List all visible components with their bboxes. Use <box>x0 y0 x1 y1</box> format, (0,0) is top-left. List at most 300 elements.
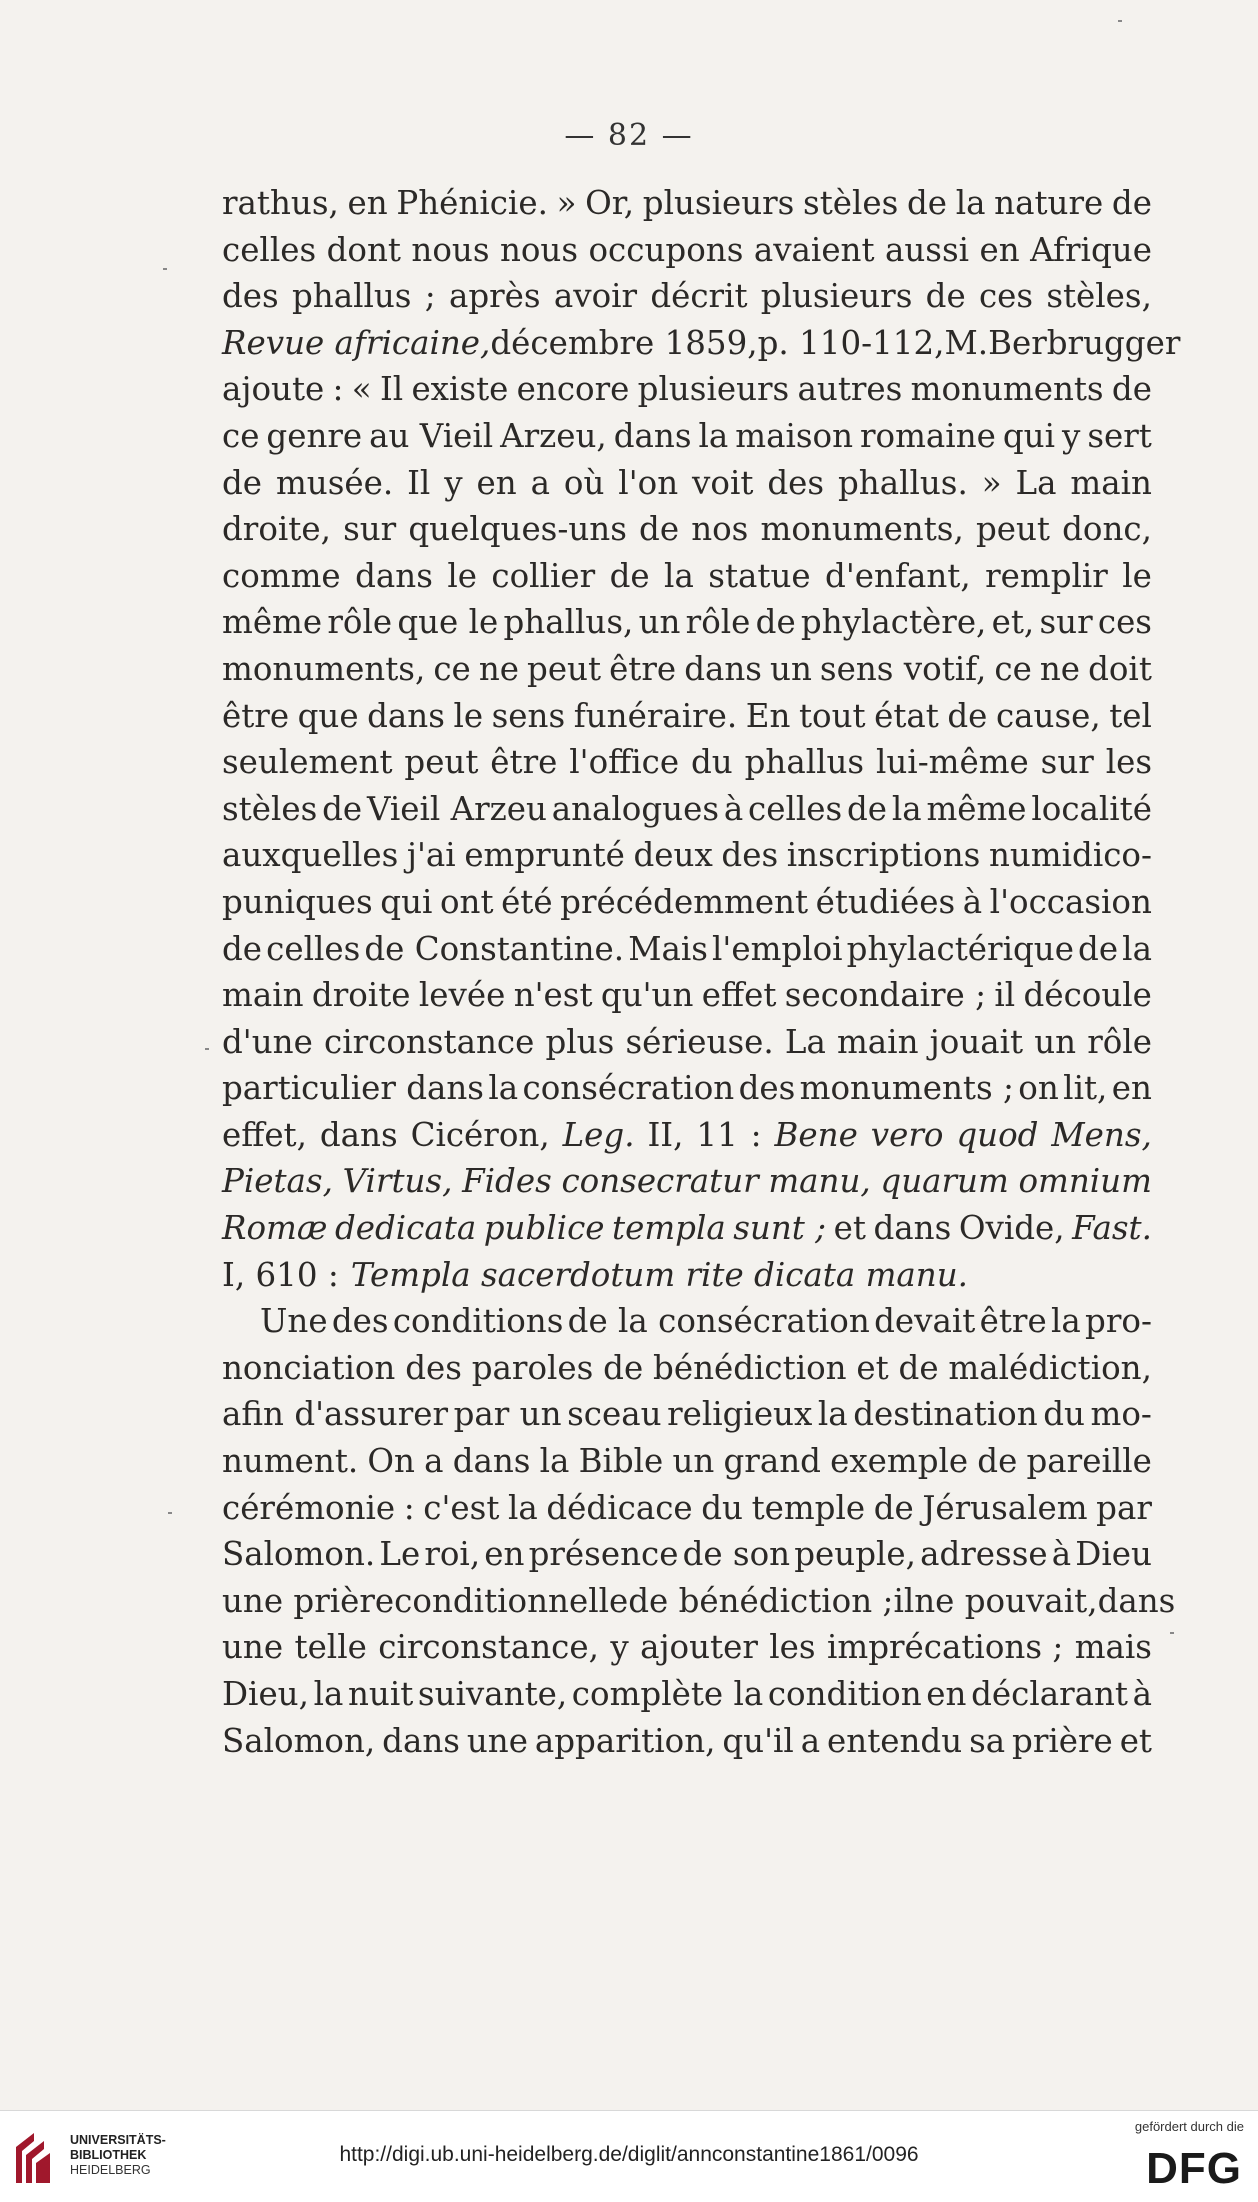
text-line <box>222 1019 1152 1066</box>
word: publice <box>483 1209 605 1248</box>
scan-speck <box>1118 20 1122 22</box>
word: nument. <box>222 1442 359 1481</box>
word: imprécations ; <box>827 1628 1064 1667</box>
word: nous <box>499 230 579 269</box>
word: le <box>1122 556 1152 595</box>
funded-by-label: gefördert durch die <box>1134 2119 1244 2134</box>
word: I, 610 : <box>222 1255 339 1294</box>
word: autres <box>797 370 903 409</box>
word: a <box>530 463 550 502</box>
word: que le <box>397 603 499 642</box>
word: phallus. <box>837 463 968 502</box>
word: telle <box>294 1628 367 1667</box>
page-number: — 82 — <box>564 118 694 153</box>
word: un <box>638 603 681 642</box>
word: analogues <box>551 789 720 828</box>
word: celles <box>222 230 317 269</box>
word: en <box>347 184 388 222</box>
text-line <box>222 506 1152 553</box>
word: la <box>698 416 729 455</box>
word: ce <box>433 649 471 688</box>
word: paroles <box>471 1348 594 1387</box>
word: main <box>222 976 304 1015</box>
word: au Vieil <box>369 416 494 455</box>
text-line <box>222 1531 1152 1578</box>
word: plusieurs <box>642 184 795 222</box>
word: dans <box>319 1115 398 1154</box>
word: l'on <box>618 463 679 502</box>
text-line <box>222 553 1152 600</box>
word: n'est <box>513 976 593 1015</box>
word: ajouter <box>640 1628 758 1667</box>
word: apparition, <box>534 1721 716 1760</box>
word: pro- <box>1085 1302 1152 1341</box>
word: peut <box>404 743 479 782</box>
text-line <box>222 1345 1152 1392</box>
word: une <box>466 1721 528 1760</box>
word: nonciation <box>222 1348 396 1387</box>
word: après <box>448 277 541 316</box>
permalink-url[interactable]: http://digi.ub.uni-heidelberg.de/diglit/annconstantine1861/0096 <box>339 2143 919 2166</box>
word: localité <box>1031 789 1152 828</box>
text-line <box>222 1112 1152 1159</box>
word: état <box>874 696 939 735</box>
word: l'emploi <box>712 929 843 968</box>
word: Ovide, <box>958 1209 1065 1248</box>
text-line <box>222 926 1152 973</box>
word: omnium <box>1018 1162 1152 1201</box>
text-line <box>222 693 1152 740</box>
text-line <box>222 1205 1152 1252</box>
word: y <box>1061 416 1081 455</box>
word: cérémonie <box>222 1488 396 1527</box>
word: être <box>609 649 677 688</box>
word: emprunté <box>464 836 625 875</box>
word: Jérusalem <box>922 1488 1088 1527</box>
word: et <box>833 1209 866 1248</box>
word: Salomon, <box>222 1721 376 1760</box>
word: Il <box>407 463 431 502</box>
word: j'ai <box>406 836 456 875</box>
word: sérieuse. <box>625 1022 774 1061</box>
word: sens votif, <box>819 649 987 688</box>
word: sceau <box>567 1395 662 1434</box>
word: II, <box>647 1115 684 1154</box>
word: consécration <box>522 1069 735 1108</box>
word: M. <box>944 323 989 362</box>
word: celles <box>266 929 361 968</box>
word: ce <box>222 416 260 455</box>
text-line <box>222 786 1152 833</box>
word: que <box>297 696 359 735</box>
word: templa <box>612 1209 726 1248</box>
word: main <box>836 1022 919 1061</box>
word: par <box>1096 1488 1152 1527</box>
word: la <box>955 184 986 222</box>
word: donc, <box>1062 510 1152 549</box>
word: seulement <box>222 743 393 782</box>
text-line <box>222 1158 1152 1205</box>
word: la <box>313 1675 344 1713</box>
word: romaine <box>860 416 996 455</box>
word: Phénicie. <box>396 184 548 222</box>
word: p. 110-112, <box>757 323 945 362</box>
word: Afrique <box>1030 230 1152 269</box>
word: phylactérique <box>846 929 1074 968</box>
word: auxquelles <box>222 836 399 875</box>
word: vero <box>870 1115 944 1154</box>
word: phallus <box>744 743 865 782</box>
text-line <box>222 739 1152 786</box>
word: précédemment <box>560 882 809 921</box>
word: être <box>979 1302 1047 1341</box>
word: » <box>556 184 577 222</box>
text-line <box>222 1065 1152 1112</box>
word: condition <box>767 1675 922 1713</box>
word: de bénédiction ; <box>628 1581 894 1620</box>
word: sa <box>969 1721 1006 1760</box>
word: ce <box>994 649 1032 688</box>
word: de Constantine. <box>364 929 625 968</box>
word: Or, <box>585 184 635 222</box>
word: même <box>222 603 323 642</box>
word: de <box>1111 370 1152 409</box>
library-name-line: HEIDELBERG <box>70 2163 151 2177</box>
word: le <box>453 696 484 735</box>
word: Salomon. <box>222 1535 376 1574</box>
word: doit <box>1088 649 1152 688</box>
word: décembre 1859, <box>490 323 758 362</box>
word: a <box>424 1442 444 1481</box>
word: la <box>891 789 922 828</box>
word: et <box>1119 1721 1152 1760</box>
word: dans <box>1097 1581 1176 1620</box>
word: un <box>1034 1022 1077 1061</box>
text-line <box>222 273 1152 320</box>
word: monuments, <box>760 510 964 549</box>
word: les <box>1105 743 1152 782</box>
word: manu, <box>768 1162 871 1201</box>
word: la <box>1050 1302 1081 1341</box>
word: stèles <box>803 184 899 222</box>
scan-speck <box>1170 1632 1174 1634</box>
word: la <box>664 556 694 595</box>
word: dans <box>613 416 692 455</box>
word: sunt ; <box>733 1209 827 1248</box>
word: nuit <box>347 1675 414 1713</box>
word: Une <box>260 1302 328 1341</box>
word: ne pouvait, <box>914 1581 1098 1620</box>
word: dans <box>367 696 445 735</box>
word: En <box>745 696 791 735</box>
word: l'occasion <box>989 882 1152 921</box>
word: de <box>1078 929 1119 968</box>
word: à <box>1132 1675 1152 1713</box>
word: monuments ; <box>799 1069 1014 1108</box>
word: de <box>873 1488 914 1527</box>
word: celles <box>748 789 843 828</box>
word: musée. <box>275 463 394 502</box>
word: avoir <box>553 277 638 316</box>
word: en <box>1111 1069 1152 1108</box>
word: Leg. <box>562 1115 635 1154</box>
word: qu'un <box>600 976 694 1015</box>
word: droite, <box>222 510 331 549</box>
word: deux <box>633 836 713 875</box>
word: Le <box>379 1535 421 1574</box>
word: avaient <box>753 230 875 269</box>
word: prière <box>1012 1721 1113 1760</box>
word: » <box>981 463 1002 502</box>
word: des <box>222 277 279 316</box>
text-line <box>222 320 1181 367</box>
word: bénédiction <box>653 1348 847 1387</box>
scan-speck <box>163 268 167 270</box>
word: de la consécration <box>567 1302 870 1341</box>
word: à <box>1051 1535 1072 1574</box>
word: dont <box>326 230 401 269</box>
text-line <box>222 1578 1176 1625</box>
word: conditions <box>392 1302 564 1341</box>
word: Virtus, <box>342 1162 453 1201</box>
word: droite <box>311 976 411 1015</box>
word: lit, <box>1063 1069 1108 1108</box>
text-line <box>222 180 1152 227</box>
word: La <box>784 1022 826 1061</box>
word: Bene <box>774 1115 858 1154</box>
word: dans <box>355 556 433 595</box>
word: religieux <box>667 1395 813 1434</box>
word: phallus <box>291 277 412 316</box>
word: ; <box>424 277 436 316</box>
word: rathus, <box>222 184 339 222</box>
word: ont <box>439 882 494 921</box>
word: rôle <box>1087 1022 1152 1061</box>
word: de <box>609 556 650 595</box>
word: d'une <box>222 1022 313 1061</box>
word: phallus, <box>503 603 634 642</box>
word: 11 <box>696 1115 738 1154</box>
word: entendu <box>827 1721 963 1760</box>
word: y <box>444 463 463 502</box>
text-line <box>222 1624 1152 1671</box>
word: de <box>1111 184 1152 222</box>
word: et, <box>991 603 1035 642</box>
text-line <box>222 227 1152 274</box>
word: même <box>926 789 1027 828</box>
word: destination <box>853 1395 1038 1434</box>
word: de <box>977 1442 1018 1481</box>
word: Il <box>379 370 404 409</box>
text-line <box>222 972 1152 1019</box>
word: Arzeu, <box>500 416 607 455</box>
word: effet, <box>222 1115 307 1154</box>
text-line <box>222 599 1152 646</box>
word: Fast. <box>1072 1209 1152 1248</box>
word: secondaire ; <box>784 976 987 1015</box>
word: Bible <box>578 1442 664 1481</box>
word: numidico- <box>988 836 1152 875</box>
word: Dieu, <box>222 1675 309 1713</box>
text-line <box>222 1485 1152 1532</box>
word: La <box>1015 463 1057 502</box>
word: la <box>508 1488 538 1527</box>
word: a <box>800 1721 821 1760</box>
word: de <box>755 603 796 642</box>
word: funéraire. <box>573 696 738 735</box>
word: sur <box>1039 603 1093 642</box>
word: On <box>367 1442 415 1481</box>
word: la <box>1122 929 1152 968</box>
word: Mais <box>628 929 708 968</box>
word: Mens, <box>1051 1115 1152 1154</box>
word: rôle <box>327 603 393 642</box>
word: conditionnelle <box>394 1581 629 1620</box>
word: adresse <box>920 1535 1048 1574</box>
word: étudiées <box>815 882 956 921</box>
word: dans <box>873 1209 952 1248</box>
word: : <box>332 370 344 409</box>
word: occupons <box>588 230 744 269</box>
word: de <box>947 696 988 735</box>
text-line <box>222 879 1152 926</box>
word: être <box>222 696 290 735</box>
word: comme <box>222 556 341 595</box>
word: nature <box>994 184 1104 222</box>
word: Vieil Arzeu <box>366 789 547 828</box>
word: afin d'assurer <box>222 1395 449 1434</box>
word: c'est <box>423 1488 500 1527</box>
word: l'office <box>569 743 680 782</box>
word: jouait <box>929 1022 1024 1061</box>
word: mais <box>1074 1628 1152 1667</box>
word: un <box>672 1442 715 1481</box>
word: dans <box>452 1442 531 1481</box>
word: Fides <box>462 1162 552 1201</box>
word: temple <box>751 1488 866 1527</box>
word: une prière <box>222 1581 395 1620</box>
word: : <box>403 1488 415 1527</box>
word: aussi <box>884 230 970 269</box>
word: à <box>962 882 983 921</box>
word: Revue africaine, <box>222 323 491 362</box>
word: plusieurs <box>637 370 790 409</box>
word: à <box>723 789 744 828</box>
word: de <box>322 789 363 828</box>
word: des <box>331 1302 389 1341</box>
word: rôle <box>685 603 751 642</box>
word: de <box>639 510 680 549</box>
word: été <box>501 882 553 921</box>
word: devait <box>874 1302 976 1341</box>
word: grand <box>723 1442 821 1481</box>
word: en <box>979 230 1020 269</box>
word: quod <box>956 1115 1039 1154</box>
word: malédiction, <box>948 1348 1152 1387</box>
word: mo- <box>1090 1395 1152 1434</box>
word: monuments <box>910 370 1104 409</box>
word: plusieurs <box>760 277 913 316</box>
dfg-logo <box>1124 2141 1244 2189</box>
word: du <box>701 1488 743 1527</box>
word: Romæ <box>222 1209 328 1248</box>
word: ne <box>478 649 519 688</box>
text-line <box>222 832 1152 879</box>
word: dans <box>382 1721 460 1760</box>
word: de <box>222 463 263 502</box>
word: qui <box>380 882 433 921</box>
word: genre <box>266 416 363 455</box>
word: exemple <box>830 1442 969 1481</box>
word: suivante, <box>417 1675 568 1713</box>
word: sur <box>343 510 397 549</box>
word: et <box>856 1348 889 1387</box>
text-line <box>222 1671 1152 1718</box>
word: sens <box>491 696 566 735</box>
word: dédicace <box>546 1488 693 1527</box>
text-line <box>222 366 1152 413</box>
word: stèles, <box>1046 277 1152 316</box>
word: d'enfant, <box>825 556 971 595</box>
word: cause, <box>995 696 1101 735</box>
word: levée <box>418 976 506 1015</box>
word: peuple, <box>794 1535 916 1574</box>
word: peut <box>975 510 1050 549</box>
word: des <box>721 836 779 875</box>
word: nous <box>411 230 490 269</box>
library-name-line: UNIVERSITÄTS- <box>70 2133 166 2147</box>
word: du <box>1043 1395 1085 1434</box>
word: découle <box>1023 976 1152 1015</box>
text-line <box>222 1438 1152 1485</box>
word: circonstance <box>324 1022 535 1061</box>
word: Templa sacerdotum rite dicata manu. <box>350 1255 968 1294</box>
word: existe <box>411 370 509 409</box>
word: y <box>610 1628 629 1667</box>
word: « <box>351 370 372 409</box>
word: des <box>767 463 825 502</box>
word: la <box>817 1395 848 1434</box>
word: complète la <box>571 1675 764 1713</box>
word: particulier dans <box>222 1069 484 1108</box>
word: effet <box>701 976 777 1015</box>
word: tout <box>798 696 866 735</box>
word: par un <box>453 1395 562 1434</box>
text-line <box>222 1252 1152 1299</box>
word: des <box>405 1348 462 1387</box>
word: sert <box>1087 416 1152 455</box>
word: le <box>447 556 477 595</box>
word: roi, <box>424 1535 481 1574</box>
word: il <box>893 1581 915 1620</box>
body-text <box>222 180 1181 1764</box>
word: en <box>926 1675 967 1713</box>
scan-speck <box>168 1512 172 1514</box>
word: de <box>222 929 263 968</box>
word: pareille <box>1026 1442 1152 1481</box>
word: les <box>769 1628 816 1667</box>
word: encore <box>516 370 630 409</box>
word: voit <box>692 463 754 502</box>
word: de <box>898 1348 939 1387</box>
word: de <box>925 277 966 316</box>
word: quarum <box>880 1162 1009 1201</box>
word: en <box>484 1535 525 1574</box>
text-line <box>222 460 1152 507</box>
word: qui <box>1002 416 1055 455</box>
scan-speck <box>205 1048 209 1050</box>
text-line <box>222 413 1152 460</box>
